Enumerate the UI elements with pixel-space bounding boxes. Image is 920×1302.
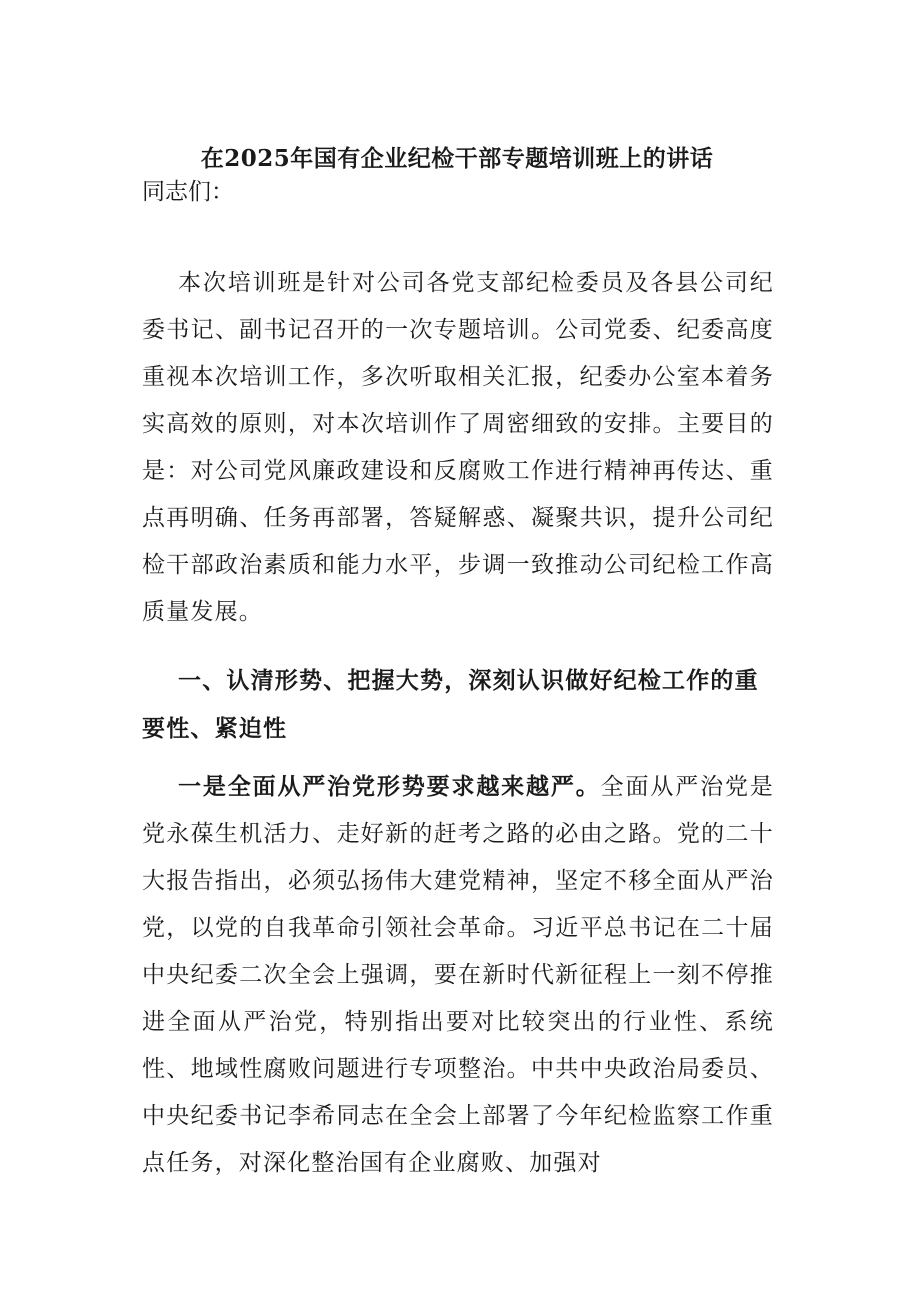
salutation: 同志们： xyxy=(142,179,234,205)
section-1-paragraph-1 xyxy=(142,763,774,1187)
section-heading-1: 一、认清形势、把握大势，深刻认识做好纪检工作的重要性、紧迫性 xyxy=(142,667,759,742)
document-title: 在2025年国有企业纪检干部专题培训班上的讲话 xyxy=(200,145,714,172)
paragraph-body-text: 全面从严治党是党永葆生机活力、走好新的赶考之路的必由之路。党的二十大报告指出，必须弘扬伟大建党精神，坚定不移全面从严治党，以党的自我革命引领社会革命。习近平总书记在二十届中央纪委二次全会上强调，要在新时代新征程上一刻不停推进全面从严治党，特别指出要对比较突出的行业性、系统性、地域性腐败问题进行专项整治。中共中央政治局委员、中央纪委书记李希同志在全会上部署了今年纪检监察工作重点任务，对深化整治国有企业腐败、加强对 xyxy=(142,774,775,1176)
intro-paragraph: 本次培训班是针对公司各党支部纪检委员及各县公司纪委书记、副书记召开的一次专题培训。公司党委、纪委高度重视本次培训工作，多次听取相关汇报，纪委办公室本着务实高效的原则，对本次培训作了周密细致的安排。主要目的是：对公司党风廉政建设和反腐败工作进行精神再传达、重点再明确、任务再部署，答疑解惑、凝聚共识，提升公司纪检干部政治素质和能力水平，步调一致推动公司纪检工作高质量发展。 xyxy=(142,270,774,625)
paragraph-lead-sentence: 一是全面从严治党形势要求越来越严。 xyxy=(178,773,601,800)
